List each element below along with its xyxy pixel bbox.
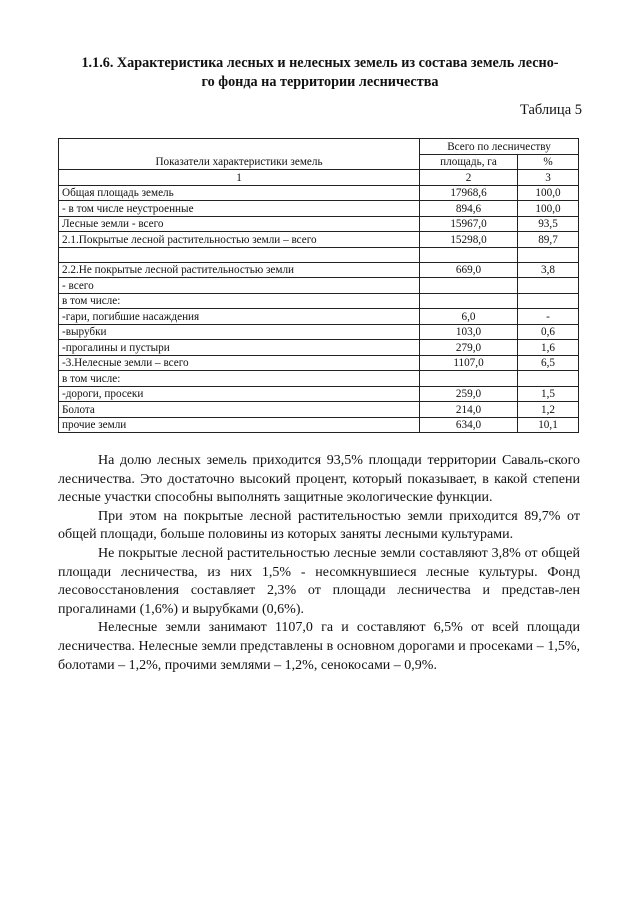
table-row xyxy=(59,185,579,201)
column-number-1: 1 xyxy=(59,170,420,186)
row-percent: 1,2 xyxy=(518,402,579,418)
row-percent: 1,6 xyxy=(518,340,579,356)
body-text xyxy=(58,452,580,675)
table-row xyxy=(59,371,579,387)
row-area: 1107,0 xyxy=(420,355,518,371)
row-area: 103,0 xyxy=(420,324,518,340)
row-area xyxy=(420,371,518,387)
table-row xyxy=(59,402,579,418)
row-percent: 10,1 xyxy=(518,417,579,433)
table-row xyxy=(59,278,579,294)
paragraph-4: Нелесные земли занимают 1107,0 га и составляют 6,5% от всей площади лесничества. Нелесные земли представлены в основном дорогами и просеками – 1,5%, болотами – 1,2%, прочими землями – 1,2%, сенокосами – 0,9%. xyxy=(58,620,580,673)
row-percent: 93,5 xyxy=(518,216,579,232)
table-row xyxy=(59,262,579,278)
row-percent xyxy=(518,371,579,387)
row-area xyxy=(420,247,518,262)
heading-line-2: го фонда на территории лесничества xyxy=(201,74,439,90)
row-percent xyxy=(518,293,579,309)
row-area: 15967,0 xyxy=(420,216,518,232)
row-percent: 1,5 xyxy=(518,386,579,402)
paragraph-3: Не покрытые лесной растительностью лесные земли составляют 3,8% от общей площади лесничества, из них 1,5% - несомкнувшиеся лесные культуры. Фонд лесовосстановления составляет 2,3% от площади лесничества и представ-лен прогалинами (1,6%) и вырубками (0,6%). xyxy=(58,545,580,617)
row-label: Болота xyxy=(59,402,420,418)
row-percent: 100,0 xyxy=(518,201,579,217)
section-heading xyxy=(56,54,584,92)
header-indicators: Показатели характеристики земель xyxy=(59,139,420,170)
table-row xyxy=(59,216,579,232)
table-caption: Таблица 5 xyxy=(519,102,582,118)
row-label: -3.Нелесные земли – всего xyxy=(59,355,420,371)
row-area: 894,6 xyxy=(420,201,518,217)
header-area: площадь, га xyxy=(420,154,518,170)
column-number-3: 3 xyxy=(518,170,579,186)
row-area: 6,0 xyxy=(420,309,518,325)
row-label: -прогалины и пустыри xyxy=(59,340,420,356)
row-percent: - xyxy=(518,309,579,325)
paragraph-1: На долю лесных земель приходится 93,5% площади территории Саваль-ского лесничества. Это достаточно высокий процент, который показывает, в какой степени лесные участки способны выполнять защитные экологические функции. xyxy=(58,453,580,506)
row-percent xyxy=(518,278,579,294)
header-total-group: Всего по лесничеству xyxy=(420,139,579,155)
header-percent: % xyxy=(518,154,579,170)
row-label: Лесные земли - всего xyxy=(59,216,420,232)
row-percent xyxy=(518,247,579,262)
row-area: 279,0 xyxy=(420,340,518,356)
table-header-row-1 xyxy=(59,139,579,155)
row-label: в том числе: xyxy=(59,371,420,387)
table-row xyxy=(59,417,579,433)
land-characteristics-table xyxy=(58,138,579,433)
table-row xyxy=(59,232,579,248)
row-area: 15298,0 xyxy=(420,232,518,248)
row-area: 634,0 xyxy=(420,417,518,433)
row-area xyxy=(420,278,518,294)
row-label: Общая площадь земель xyxy=(59,185,420,201)
row-area: 214,0 xyxy=(420,402,518,418)
heading-line-1: 1.1.6. Характеристика лесных и нелесных земель из состава земель лесно- xyxy=(81,55,559,71)
table-row xyxy=(59,309,579,325)
table-column-numbers-row xyxy=(59,170,579,186)
table-row xyxy=(59,324,579,340)
row-label: - в том числе неустроенные xyxy=(59,201,420,217)
row-label: - всего xyxy=(59,278,420,294)
row-area: 669,0 xyxy=(420,262,518,278)
row-label: -дороги, просеки xyxy=(59,386,420,402)
table-row xyxy=(59,293,579,309)
row-label: 2.2.Не покрытые лесной растительностью земли xyxy=(59,262,420,278)
row-label xyxy=(59,247,420,262)
row-label: -вырубки xyxy=(59,324,420,340)
table-row xyxy=(59,355,579,371)
row-area: 259,0 xyxy=(420,386,518,402)
row-area xyxy=(420,293,518,309)
row-label: прочие земли xyxy=(59,417,420,433)
table-row xyxy=(59,340,579,356)
row-label: 2.1.Покрытые лесной растительностью земли – всего xyxy=(59,232,420,248)
row-percent: 6,5 xyxy=(518,355,579,371)
row-area: 17968,6 xyxy=(420,185,518,201)
row-percent: 89,7 xyxy=(518,232,579,248)
paragraph-2: При этом на покрытые лесной растительностью земли приходится 89,7% от общей площади, больше половины из которых заняты лесными культурами. xyxy=(58,508,580,543)
row-label: в том числе: xyxy=(59,293,420,309)
row-percent: 100,0 xyxy=(518,185,579,201)
row-label: -гари, погибшие насаждения xyxy=(59,309,420,325)
row-percent: 0,6 xyxy=(518,324,579,340)
column-number-2: 2 xyxy=(420,170,518,186)
row-percent: 3,8 xyxy=(518,262,579,278)
table-row xyxy=(59,201,579,217)
table-row xyxy=(59,386,579,402)
table-row xyxy=(59,247,579,262)
